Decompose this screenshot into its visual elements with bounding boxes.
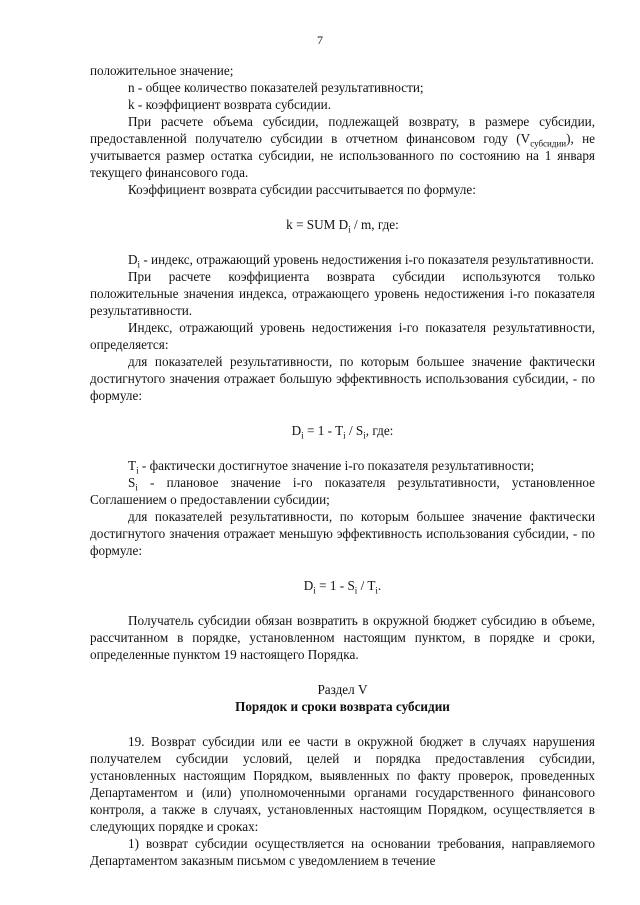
paragraph: для показателей результативности, по которым большее значение фактически достигнутого значения отражает большую эффективность использования субсидии, - по формуле:: [90, 354, 595, 403]
formula-d-greater: $D_i = 1 - T_i / S_i$, где:: [291, 423, 394, 441]
paragraph: $D_i$ - индекс, отражающий уровень недостижения i-го показателя результативности.: [128, 252, 594, 270]
paragraph: Получатель субсидии обязан возвратить в окружной бюджет субсидию в объеме, рассчитанном в порядке, установленном настоящим пунктом, в порядке и сроки, определенные пунктом 19 настоящего Порядка.: [90, 613, 595, 662]
page-number: 7: [317, 33, 323, 47]
paragraph: При расчете коэффициента возврата субсидии используются только положительные значения индекса, отражающего уровень недостижения i-го показателя результативности.: [90, 269, 595, 318]
paragraph: $T_i$ - фактически достигнутое значение i-го показателя результативности;: [128, 458, 535, 476]
paragraph: k - коэффициент возврата субсидии.: [128, 97, 331, 112]
paragraph: Индекс, отражающий уровень недостижения i-го показателя результативности, определяется:: [90, 320, 595, 352]
paragraph: n - общее количество показателей результативности;: [128, 80, 424, 95]
paragraph: для показателей результативности, по которым большее значение фактически достигнутого значения отражает меньшую эффективность использования субсидии, - по формуле:: [90, 509, 595, 558]
paragraph: При расчете объема субсидии, подлежащей возврату, в размере субсидии, предоставленной получателю субсидии в отчетном финансовом году $(V_{субсидии})$, не учитывается размер остатка субсидии, не использованного по состоянию на 1 января текущего финансового года.: [90, 114, 595, 180]
section-label: Раздел V: [317, 682, 368, 697]
paragraph: $S_i$ - плановое значение i-го показателя результативности, установленное Соглашением о предоставлении субсидии;: [90, 475, 595, 507]
paragraph: Коэффициент возврата субсидии рассчитывается по формуле:: [128, 182, 476, 197]
paragraph: положительное значение;: [90, 63, 234, 78]
formula-k: k = SUM $D_i$ / m, где:: [286, 217, 399, 235]
formula-d-less: $D_i = 1 - S_i / T_i$.: [303, 578, 382, 596]
paragraph: 19. Возврат субсидии или ее части в окружной бюджет в случаях нарушения получателем субсидии условий, целей и порядка предоставления субсидии, установленных настоящим Порядком, выявленных по факту проверок, проведенных Департаментом и (или) уполномоченными органами государственного финансового контроля, а также в случаях, установленных настоящим Порядком, осуществляется в следующих порядке и сроках:: [90, 734, 595, 834]
paragraph: 1) возврат субсидии осуществляется на основании требования, направляемого Департаментом заказным письмом с уведомлением в течение: [90, 836, 595, 868]
section-title: Порядок и сроки возврата субсидии: [235, 699, 450, 714]
document-body: [90, 62, 595, 869]
